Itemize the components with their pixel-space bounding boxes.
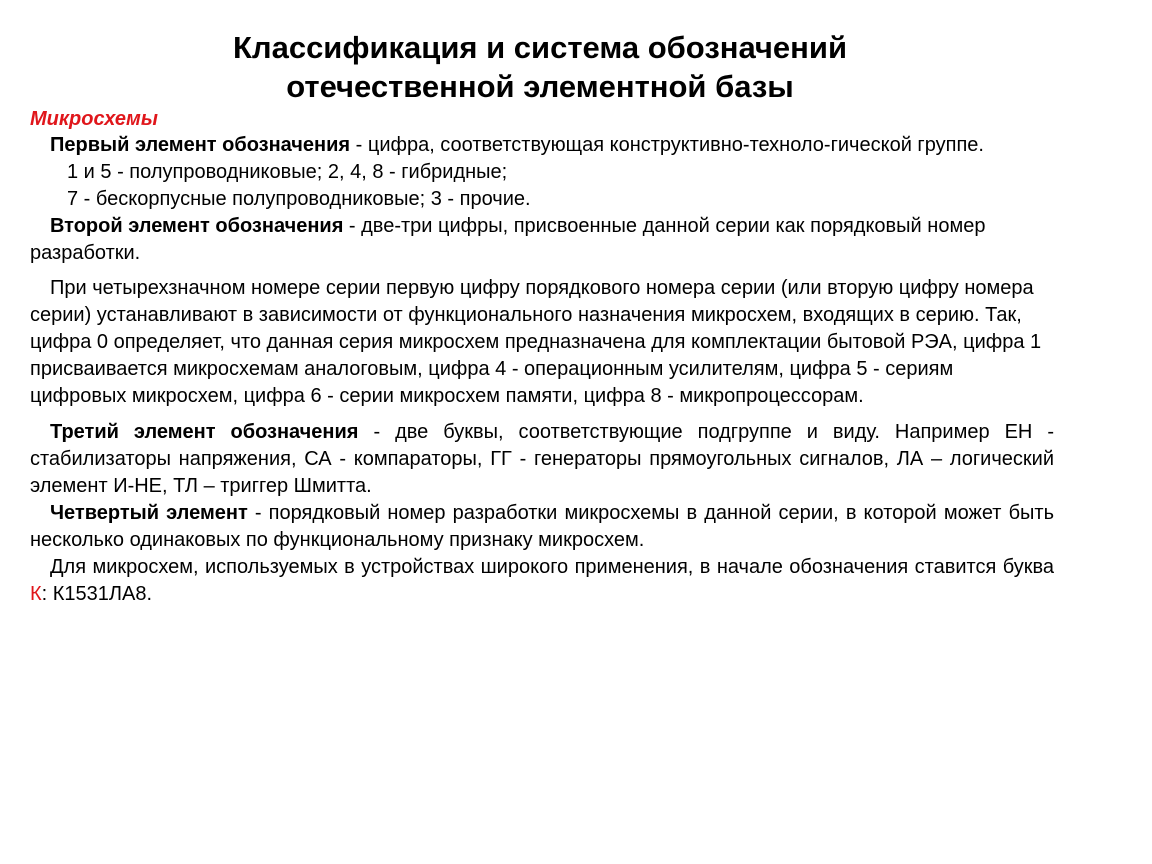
- second-element-text: - две-три цифры, присвоенные данной серии как порядковый номер разработки.: [30, 215, 986, 264]
- four-digit-series-text: При четырехзначном номере серии первую цифру порядкового номера серии (или вторую цифру номера серии) устанавливают в зависимости от функционального назначения микросхем, входящих в серию. Так, цифра 0 определяет, что данная серия микросхем предназначена для комплектации бытовой РЭА, цифра 1 присваивается микросхемам аналоговым, цифра 4 - операционным усилителям, цифра 5 - сериям цифровых микросхем, цифра 6 - серии микросхем памяти, цифра 8 - микропроцессорам.: [30, 277, 1042, 407]
- section-label-microcircuits: Микросхемы: [30, 108, 158, 130]
- group-list-line-2: 7 - бескорпусные полупроводниковые; 3 - прочие.: [67, 188, 531, 210]
- slide-content: [30, 106, 1054, 608]
- first-element-text: - цифра, соответствующая конструктивно-техноло-гической группе.: [350, 134, 984, 156]
- second-element-paragraph: [30, 213, 1054, 267]
- wide-use-text-before: Для микросхем, используемых в устройствах широкого применения, в начале обозначения ставится буква: [50, 556, 1054, 578]
- third-element-heading: Третий элемент обозначения: [50, 421, 359, 443]
- slide-title-line-1: Классификация и система обозначений: [232, 30, 848, 65]
- four-digit-series-paragraph: [30, 275, 1054, 410]
- fourth-element-heading: Четвертый элемент: [50, 502, 248, 524]
- wide-use-letter-k: К: [30, 583, 42, 605]
- wide-use-paragraph: [30, 554, 1054, 608]
- fourth-element-paragraph: [30, 500, 1054, 554]
- third-element-paragraph: [30, 419, 1054, 500]
- group-list-line-1: 1 и 5 - полупроводниковые; 2, 4, 8 - гибридные;: [67, 161, 508, 183]
- slide-title-line-2: отечественной элементной базы: [286, 69, 794, 104]
- third-element-text: - две буквы, соответствующие подгруппе и виду. Например ЕН - стабилизаторы напряжения, СА - компараторы, ГГ - генераторы прямоугольных сигналов, ЛА – логический элемент И-НЕ, ТЛ – триггер Шмитта.: [30, 421, 1054, 497]
- first-element-heading: Первый элемент обозначения: [50, 134, 351, 156]
- wide-use-text-after: : К1531ЛА8.: [41, 583, 153, 605]
- second-element-heading: Второй элемент обозначения: [50, 215, 344, 237]
- fourth-element-text: - порядковый номер разработки микросхемы в данной серии, в которой может быть несколько одинаковых по функциональному признаку микросхем.: [30, 502, 1054, 551]
- first-element-paragraph: [30, 132, 1054, 159]
- slide-title: [100, 28, 980, 106]
